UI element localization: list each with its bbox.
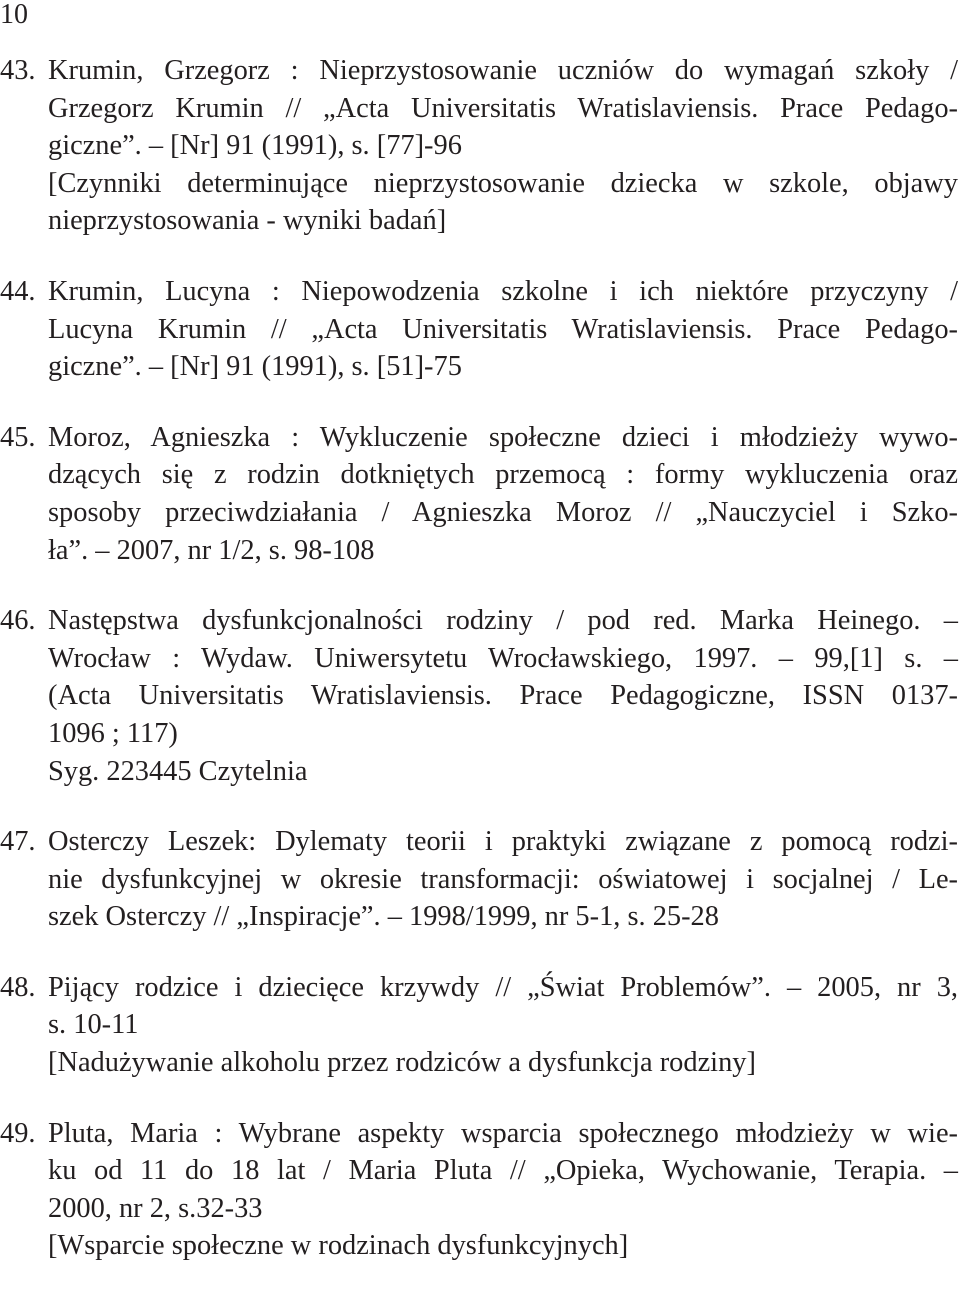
entry-citation-line: giczne”. – [Nr] 91 (1991), s. [77]-96 <box>48 130 462 162</box>
entry-citation-line: Pluta, Maria : Wybrane aspekty wsparcia społecznego młodzieży w wie- <box>48 1117 958 1149</box>
entry-number: 47. <box>0 826 36 858</box>
entry-note-line: nieprzystosowania - wyniki badań] <box>48 205 447 237</box>
entry-citation-line: Krumin, Grzegorz : Nieprzystosowanie uczniów do wymagań szkoły / <box>48 55 958 86</box>
entry-number: 44. <box>0 275 36 307</box>
entry-citation-line: Osterczy Leszek: Dylematy teorii i praktyki związane z pomocą rodzi- <box>48 826 958 858</box>
bibliography-list <box>0 52 958 1298</box>
bibliography-entry <box>0 823 958 936</box>
entry-citation-line: Pijący rodzice i dziecięce krzywdy // „Świat Problemów”. – 2005, nr 3, <box>48 971 958 1003</box>
bibliography-entry <box>0 52 958 240</box>
entry-citation-line: 1096 ; 117) <box>48 717 178 749</box>
entry-citation-line: sposoby przeciwdziałania / Agnieszka Moroz // „Nauczyciel i Szko- <box>48 496 958 528</box>
bibliography-entry <box>0 273 958 386</box>
entry-citation-line: giczne”. – [Nr] 91 (1991), s. [51]-75 <box>48 351 462 383</box>
entry-number: 43. <box>0 55 36 86</box>
entry-citation-line: Wrocław : Wydaw. Uniwersytetu Wrocławskiego, 1997. – 99,[1] s. – <box>48 642 958 674</box>
bibliography-entry <box>0 419 958 569</box>
entry-citation-line: 2000, nr 2, s.32-33 <box>48 1192 263 1224</box>
entry-citation-line: nie dysfunkcyjnej w okresie transformacji: oświatowej i socjalnej / Le- <box>48 863 958 895</box>
entry-citation-line: Moroz, Agnieszka : Wykluczenie społeczne dzieci i młodzieży wywo- <box>48 421 958 453</box>
entry-citation-line: s. 10-11 <box>48 1009 139 1041</box>
entry-citation-line: ła”. – 2007, nr 1/2, s. 98-108 <box>48 534 375 566</box>
entry-number: 49. <box>0 1117 36 1149</box>
entry-citation-line: Grzegorz Krumin // „Acta Universitatis Wratislaviensis. Prace Pedago- <box>48 92 958 124</box>
entry-note-line: [Czynniki determinujące nieprzystosowanie dziecka w szkole, objawy <box>48 167 958 199</box>
entry-citation-line: dzących się z rodzin dotkniętych przemocą : formy wykluczenia oraz <box>48 459 958 491</box>
entry-citation-line: szek Osterczy // „Inspiracje”. – 1998/1999, nr 5-1, s. 25-28 <box>48 901 719 933</box>
entry-citation-line: (Acta Universitatis Wratislaviensis. Prace Pedagogiczne, ISSN 0137- <box>48 680 958 712</box>
entry-citation-line: ku od 11 do 18 lat / Maria Pluta // „Opieka, Wychowanie, Terapia. – <box>48 1155 958 1187</box>
bibliography-entry <box>0 969 958 1082</box>
page-number: 10 <box>0 0 28 30</box>
entry-note-line: Syg. 223445 Czytelnia <box>48 755 308 787</box>
entry-citation-line: Następstwa dysfunkcjonalności rodziny / pod red. Marka Heinego. – <box>48 605 958 637</box>
bibliography-entry <box>0 602 958 790</box>
entry-citation-line: Krumin, Lucyna : Niepowodzenia szkolne i ich niektóre przyczyny / <box>48 275 958 307</box>
entry-number: 46. <box>0 605 36 637</box>
entry-note-line: [Nadużywanie alkoholu przez rodziców a dysfunkcja rodziny] <box>48 1047 756 1079</box>
bibliography-entry <box>0 1115 958 1265</box>
entry-note-line: [Wsparcie społeczne w rodzinach dysfunkcyjnych] <box>48 1230 629 1262</box>
entry-number: 48. <box>0 971 36 1003</box>
entry-citation-line: Lucyna Krumin // „Acta Universitatis Wratislaviensis. Prace Pedago- <box>48 313 958 345</box>
entry-number: 45. <box>0 421 36 453</box>
